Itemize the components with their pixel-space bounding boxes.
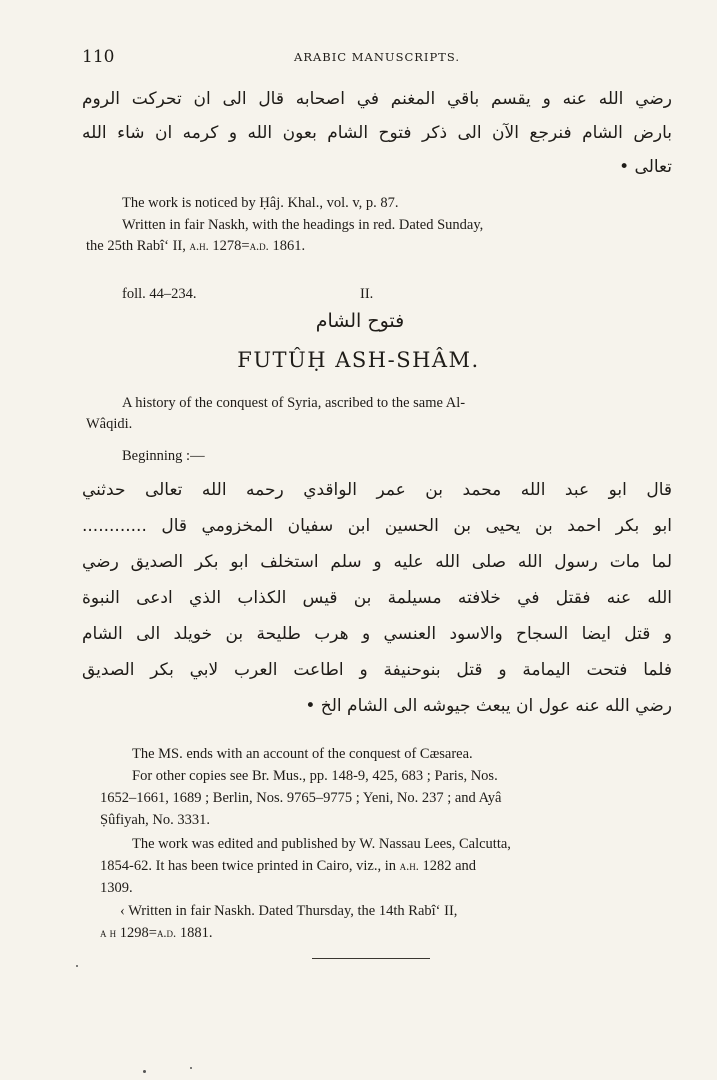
incipit-line-1: قال ابو عبد الله محمد بن عمر الواقدي رحمه الله تعالى حدثني (82, 480, 672, 500)
incipit-line-6: فلما فتحت اليمامة و قتل بنوحنيفة و اطاعت العرب لابي بكر الصديق (82, 660, 672, 680)
description-line-1: A history of the conquest of Syria, ascribed to the same Al- (122, 395, 466, 411)
written-line-1: ‹ Written in fair Naskh. Dated Thursday, the 14th Rabî‘ II, (120, 903, 458, 919)
incipit-line-3: لما مات رسول الله صلى الله عليه و سلم استخلف ابو بكر الصديق رضي (82, 552, 672, 572)
end-rule (312, 958, 430, 959)
other-copies-line-2: 1652–1661, 1689 ; Berlin, Nos. 9765–9775 ; Yeni, No. 237 ; and Ayâ (100, 790, 502, 806)
ink-speck (190, 1067, 192, 1069)
other-copies-line-1: For other copies see Br. Mus., pp. 148-9, 425, 683 ; Paris, Nos. (132, 768, 498, 784)
incipit-line-5: و قتل ايضا السجاح والاسود العنسي و هرب طليحة بن خويلد الى الشام (82, 624, 672, 644)
prev-written-line-2: the 25th Rabî‘ II, a.h. 1278=a.d. 1861. (86, 238, 306, 254)
prev-arabic-line-1: رضي الله عنه و يقسم باقي المغنم في اصحابه قال الى ان تحركت الروم (82, 89, 672, 109)
written-line-2: a h 1298=a.d. 1881. (100, 925, 213, 941)
incipit-line-4: الله عنه فقتل في خلافته مسيلمة بن قيس الكذاب الذي ادعى النبوة (82, 588, 672, 608)
ah-label: a.h. (189, 239, 209, 253)
ms-ends-note: The MS. ends with an account of the conquest of Cæsarea. (132, 746, 473, 762)
edition-line-1: The work was edited and published by W. Nassau Lees, Calcutta, (132, 836, 511, 852)
prev-written-line-1: Written in fair Naskh, with the headings in red. Dated Sunday, (122, 217, 484, 233)
edition-line-2: 1854-62. It has been twice printed in Cairo, viz., in a.h. 1282 and (100, 858, 477, 874)
beginning-label: Beginning :— (122, 448, 205, 464)
entry-number: II. (360, 286, 374, 302)
entry-title: FUTÛḤ ASH-SHÂM. (237, 348, 480, 372)
page-number: 110 (82, 47, 115, 67)
other-copies-line-3: Ṣûfiyah, No. 3331. (100, 812, 210, 828)
folio-range: foll. 44–234. (122, 286, 197, 302)
hajji-khalfa-notice: The work is noticed by Ḥâj. Khal., vol. v, p. 87. (122, 195, 399, 211)
incipit-line-2: ابو بكر احمد بن يحيى بن الحسين ابن سفيان المخزومي قال ............ (82, 516, 672, 536)
prev-arabic-line-2: بارض الشام فنرجع الآن الى ذكر فتوح الشام بعون الله و كرمه ان شاء الله (82, 123, 672, 143)
ink-speck (76, 965, 78, 967)
prev-arabic-line-3: تعالى • (619, 157, 672, 177)
page-header (82, 47, 672, 71)
running-head: ARABIC MANUSCRIPTS. (294, 50, 460, 64)
ad-label: a.d. (249, 239, 269, 253)
ink-speck (143, 1070, 146, 1073)
description-line-2: Wâqidi. (86, 416, 133, 432)
incipit-line-7: رضي الله عنه عول ان يبعث جيوشه الى الشام الخ • (305, 696, 672, 716)
edition-line-3: 1309. (100, 880, 133, 896)
arabic-title: فتوح الشام (315, 310, 405, 332)
